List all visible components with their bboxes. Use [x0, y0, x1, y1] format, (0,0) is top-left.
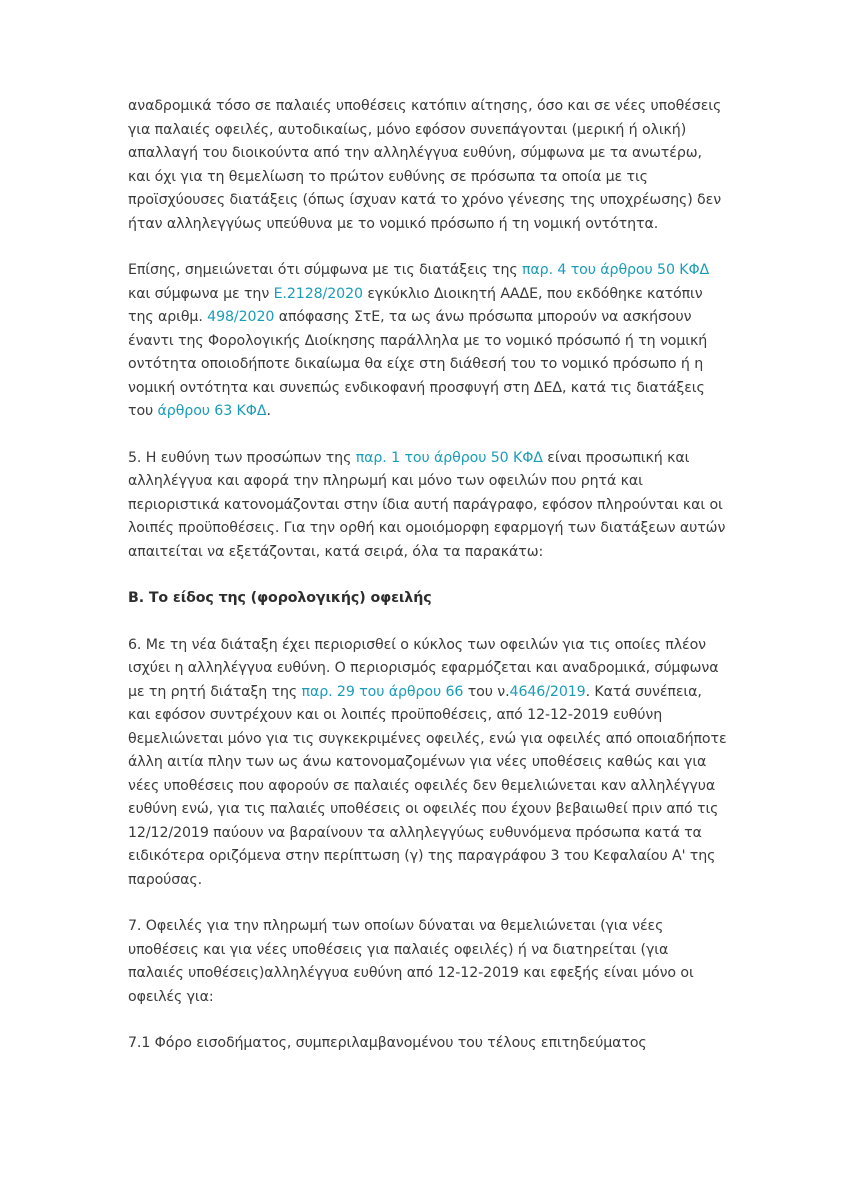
paragraph-text: Επίσης, σημειώνεται ότι σύμφωνα με τις διατάξεις της — [128, 262, 522, 278]
paragraph — [128, 915, 728, 1009]
paragraph-text: εγκύκλιο Διοικητή ΑΑΔΕ, που εκδόθηκε κατόπιν της αριθμ. — [128, 285, 703, 325]
paragraph-text: 7.1 Φόρο εισοδήματος, συμπεριλαμβανομένου του τέλους επιτηδεύματος — [128, 1035, 647, 1051]
paragraph-text: 7. Οφειλές για την πληρωμή των οποίων δύναται να θεμελιώνεται (για νέες υποθέσεις και για νέες υποθέσεις για παλαιές οφειλές) ή να διατηρείται (για παλαιές υποθέσεις)αλληλέγγυα ευθύνη από 12-12-2019 και εφεξής είναι μόνο οι οφειλές για: — [128, 918, 694, 1005]
section-heading — [128, 587, 728, 611]
paragraph-text: Β. Το είδος της (φορολογικής) οφειλής — [128, 590, 432, 606]
document-body — [128, 95, 728, 1056]
legal-reference-link[interactable]: Ε.2128/2020 — [273, 285, 363, 302]
paragraph-text: απόφασης ΣτΕ, τα ως άνω πρόσωπα μπορούν να ασκήσουν έναντι της Φορολογικής Διοίκησης παράλληλα με το νομικό πρόσωπό ή τη νομική οντότητα οποιοδήποτε δικαίωμα θα είχε στη διάθεσή του το νομικό πρόσωπο ή η νομική οντότητα και συνεπώς ενδικοφανή προσφυγή στη ΔΕΔ, κατά τις διατάξεις του — [128, 309, 708, 419]
paragraph — [128, 1032, 728, 1056]
legal-reference-link[interactable]: άρθρου 63 ΚΦΔ — [157, 403, 267, 419]
legal-reference-link[interactable]: παρ. 29 του άρθρου 66 — [301, 683, 464, 700]
paragraph — [128, 259, 728, 424]
paragraph-text: του ν. — [463, 683, 510, 700]
legal-reference-link[interactable]: 498/2020 — [207, 309, 275, 325]
legal-reference-link[interactable]: παρ. 1 του άρθρου 50 ΚΦΔ — [355, 449, 543, 466]
paragraph-text: αναδρομικά τόσο σε παλαιές υποθέσεις κατόπιν αίτησης, όσο και σε νέες υποθέσεις για παλαιές οφειλές, αυτοδικαίως, μόνο εφόσον συνεπάγονται (μερική ή ολική) απαλλαγή του διοικούντα από την αλληλέγγυα ευθύνη, σύμφωνα με τα ανωτέρω, και όχι για τη θεμελίωση το πρώτον ευθύνης σε πρόσωπα τα οποία με τις προϊσχύουσες διατάξεις (όπως ίσχυαν κατά το χρόνο γένεσης της υποχρέωσης) δεν ήταν αλληλεγγύως υπεύθυνα με το νομικό πρόσωπο ή τη νομική οντότητα. — [128, 98, 722, 232]
paragraph — [128, 447, 728, 565]
legal-reference-link[interactable]: παρ. 4 του άρθρου 50 ΚΦΔ — [521, 262, 710, 278]
paragraph-text: . Κατά συνέπεια, και εφόσον συντρέχουν και οι λοιπές προϋποθέσεις, από 12-12-2019 ευθύνη θεμελιώνεται μόνο για τις συγκεκριμένες οφειλές, ενώ για οφειλές από οποιαδήποτε άλλη αιτία πλην των ως άνω κατονομαζομένων για νέες υποθέσεις καθώς και για νέες υποθέσεις που αφορούν σε παλαιές οφειλές δεν θεμελιώνεται καν αλληλέγγυα ευθύνη ενώ, για τις παλαιές υποθέσεις οι οφειλές που έχουν βεβαιωθεί πριν από τις 12/12/2019 παύουν να βαραίνουν τα αλληλεγγύως ευθυνόμενα πρόσωπα κατά τα ειδικότερα οριζόμενα στην περίπτωση (γ) της παραγράφου 3 του Κεφαλαίου Α' της παρούσας. — [128, 683, 727, 888]
paragraph-text: . — [266, 403, 271, 419]
document-page — [128, 95, 728, 1056]
paragraph — [128, 95, 728, 236]
paragraph-text: και σύμφωνα με την — [128, 285, 274, 302]
paragraph — [128, 634, 728, 893]
legal-reference-link[interactable]: 4646/2019 — [509, 683, 586, 700]
paragraph-text: είναι προσωπική και αλληλέγγυα και αφορά την πληρωμή και μόνο των οφειλών που ρητά και περιοριστικά κατονομάζονται στην ίδια αυτή παράγραφο, εφόσον πληρούνται και οι λοιπές προϋποθέσεις. Για την ορθή και ομοιόμορφη εφαρμογή των διατάξεων αυτών απαιτείται να εξετάζονται, κατά σειρά, όλα τα παρακάτω: — [128, 449, 726, 560]
paragraph-text: 5. Η ευθύνη των προσώπων της — [128, 449, 356, 466]
paragraph-text: 6. Με τη νέα διάταξη έχει περιορισθεί ο κύκλος των οφειλών για τις οποίες πλέον ισχύει η αλληλέγγυα ευθύνη. Ο περιορισμός εφαρμόζεται και αναδρομικά, σύμφωνα με τη ρητή διάταξη της — [128, 636, 719, 700]
